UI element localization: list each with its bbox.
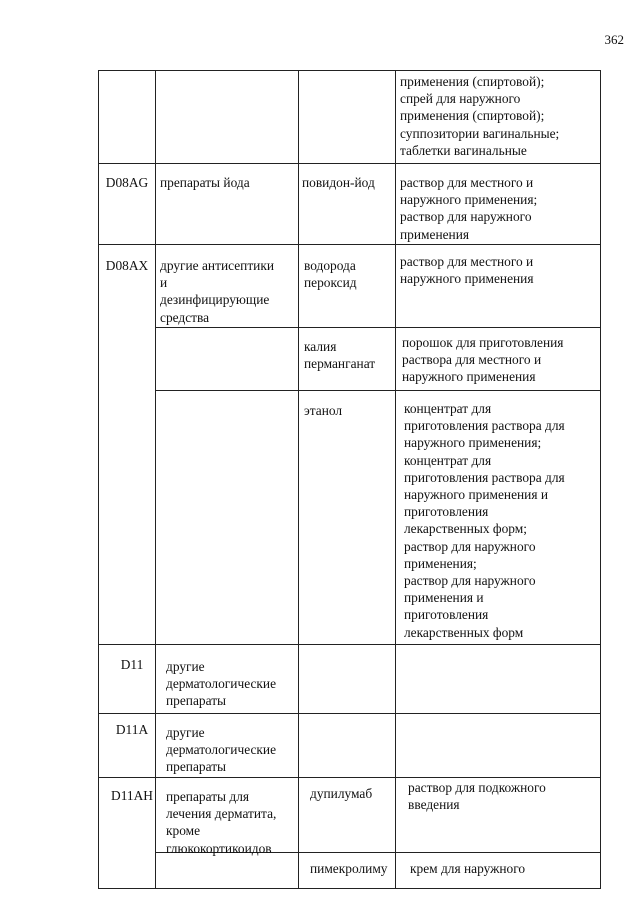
cell-code: D08AX	[105, 258, 149, 273]
cell-group: другие антисептики и дезинфицирующие средства	[160, 258, 275, 325]
cell-forms: раствор для местного и наружного применения; раствор для наружного применения	[400, 175, 538, 242]
cell-code: D11AH	[111, 788, 153, 803]
page-number: 362	[604, 32, 624, 47]
row-divider	[98, 713, 601, 714]
cell-forms: раствор для подкожного введения	[408, 780, 546, 813]
row-divider	[98, 644, 601, 645]
table-border-right	[600, 70, 601, 888]
cell-code: D08AG	[105, 175, 149, 190]
row-divider	[155, 390, 601, 391]
table-border-left	[98, 70, 99, 888]
cell-forms: концентрат для приготовления раствора для наружного применения; концентрат для приготовления раствора для наружного применения и приготовления лекарственных форм; раствор для наружного применения; раствор для наружного применения и приготовления лекарственных форм	[404, 401, 565, 640]
table-border-bottom	[98, 888, 601, 889]
cell-forms: применения (спиртовой); спрей для наружного применения (спиртовой); суппозитории вагинальные; таблетки вагинальные	[400, 74, 560, 158]
row-divider	[98, 244, 601, 245]
cell-code: D11	[120, 657, 144, 672]
cell-group: препараты йода	[160, 175, 250, 190]
cell-forms: крем для наружного	[410, 861, 526, 876]
cell-group: другие дерматологические препараты	[166, 659, 277, 709]
column-divider	[155, 70, 156, 888]
column-divider	[298, 70, 299, 888]
row-divider	[98, 163, 601, 164]
cell-substance: пимекролиму	[310, 861, 388, 876]
cell-substance: этанол	[304, 403, 343, 418]
cell-substance: дупилумаб	[310, 786, 373, 801]
cell-substance: водорода пероксид	[304, 258, 357, 291]
cell-group: препараты для лечения дерматита, кроме глюкокортикоидов	[166, 789, 277, 856]
table-border-top	[98, 70, 601, 71]
column-divider	[395, 70, 396, 888]
cell-forms: раствор для местного и наружного применения	[400, 254, 534, 287]
cell-code: D11A	[115, 722, 149, 737]
row-divider	[98, 777, 601, 778]
cell-substance: повидон-йод	[302, 175, 375, 190]
cell-forms: порошок для приготовления раствора для местного и наружного применения	[402, 335, 564, 385]
cell-substance: калия перманганат	[304, 339, 376, 372]
cell-group: другие дерматологические препараты	[166, 725, 277, 775]
row-divider	[155, 327, 601, 328]
